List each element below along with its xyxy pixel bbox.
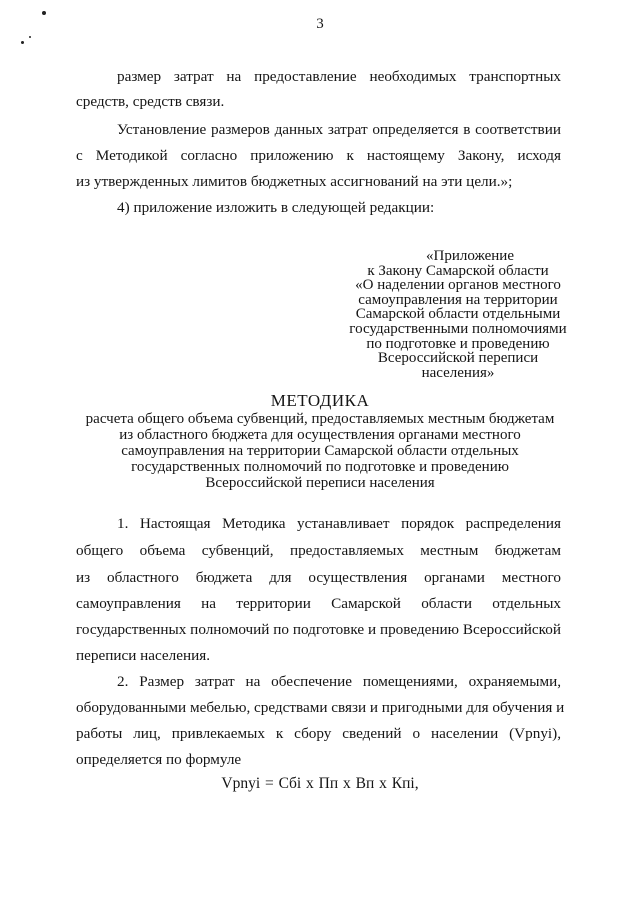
subtitle-line: самоуправления на территории Самарской области отдельных	[121, 443, 519, 459]
scan-speck	[29, 36, 31, 38]
text-line: 4) приложение изложить в следующей редакции:	[117, 199, 435, 216]
appendix-line: государственными полномочиями	[349, 320, 567, 337]
text-line: определяется по формуле	[76, 751, 242, 768]
text-line: переписи населения.	[76, 647, 211, 664]
text-line: самоуправления на территории Самарской области отдельных	[76, 595, 561, 612]
subtitle-line: государственных полномочий по подготовке и проведению	[131, 459, 509, 475]
subtitle-line: расчета общего объема субвенций, предоставляемых местным бюджетам	[85, 411, 555, 427]
subtitle-line: Всероссийской переписи населения	[205, 475, 435, 491]
text-line: из утвержденных лимитов бюджетных ассигнований на эти цели.»;	[76, 173, 513, 190]
methodology-subtitle	[60, 411, 580, 491]
scan-speck	[21, 41, 24, 44]
text-line: Установление размеров данных затрат определяется в соответствии	[117, 121, 561, 138]
text-line: государственных полномочий по подготовке и проведению Всероссийской	[76, 621, 561, 638]
text-line: из областного бюджета для осуществления органами местного	[76, 569, 561, 586]
appendix-line: населения»	[421, 364, 495, 381]
appendix-line: «О наделении органов местного	[355, 277, 561, 294]
text-line: оборудованными мебелью, средствами связи и пригодными для обучения и	[76, 699, 565, 716]
formula: Vpnyi = Cбi x Пп x Вп x Кпi,	[221, 775, 419, 792]
appendix-heading	[330, 249, 586, 380]
subtitle-line: из областного бюджета для осуществления органами местного	[119, 427, 521, 443]
appendix-line: Самарской области отдельными	[355, 306, 561, 323]
text-line: общего объема субвенций, предоставляемых местным бюджетам	[76, 542, 561, 559]
appendix-line: самоуправления на территории	[358, 291, 558, 308]
text-line: 1. Настоящая Методика устанавливает порядок распределения	[117, 515, 561, 532]
appendix-line: Всероссийской переписи	[377, 350, 539, 367]
appendix-line: «Приложение	[425, 248, 514, 264]
text-line: 2. Размер затрат на обеспечение помещениями, охраняемыми,	[117, 673, 561, 690]
appendix-line: по подготовке и проведению	[366, 335, 550, 352]
text-line: средств, средств связи.	[76, 93, 225, 110]
page-number: 3	[316, 16, 324, 32]
appendix-line: к Закону Самарской области	[367, 262, 549, 279]
scan-speck	[42, 11, 46, 15]
text-line: работы лиц, привлекаемых к сбору сведений о населении (Vpnyi),	[76, 725, 561, 742]
methodology-title: МЕТОДИКА	[270, 391, 370, 410]
text-line: размер затрат на предоставление необходимых транспортных	[117, 68, 561, 85]
text-line: с Методикой согласно приложению к настоящему Закону, исходя	[76, 147, 561, 164]
